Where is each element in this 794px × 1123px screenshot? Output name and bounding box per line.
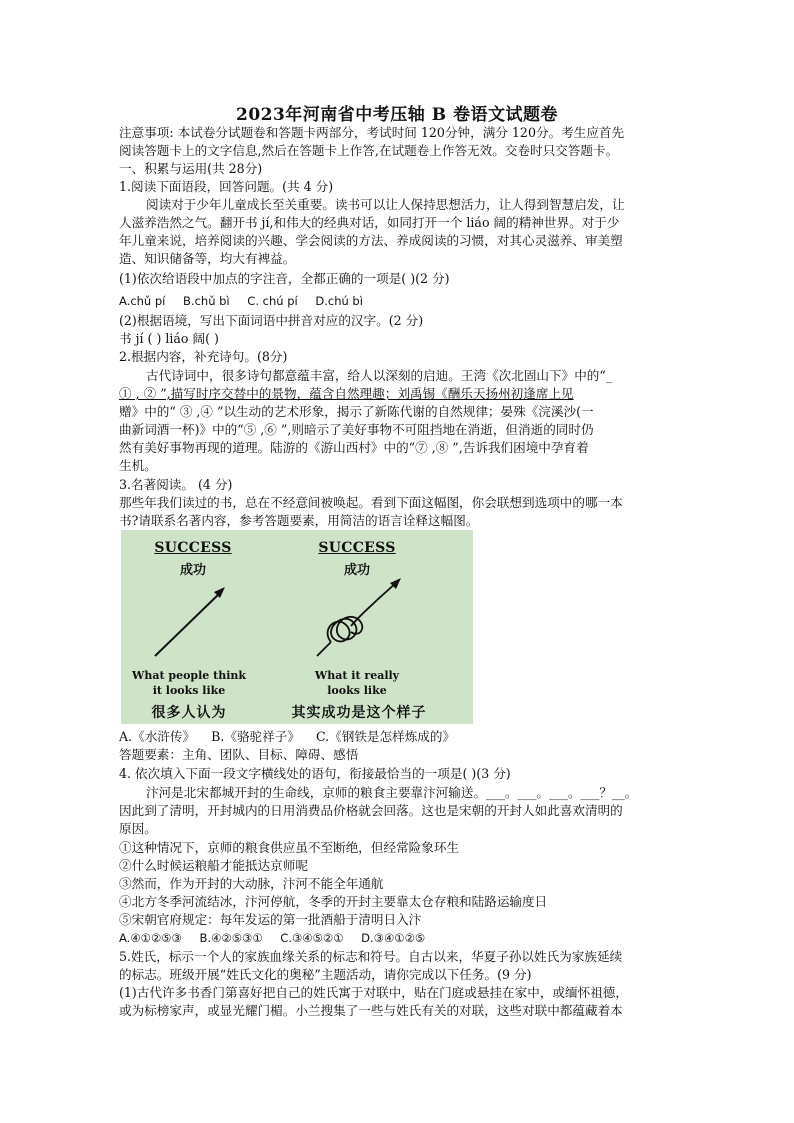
tangled-arrow-icon (317, 578, 401, 656)
q4-line: 原因。 (119, 821, 157, 836)
option-a[interactable]: A.chǔ pí (119, 294, 166, 308)
q3-line: 书?请联系名著内容，参考答题要素，用简洁的语言诠释这幅图。 (119, 513, 479, 528)
option-c[interactable]: C.③④⑤②① (280, 931, 344, 945)
straight-arrow-icon (155, 587, 225, 656)
q4-item: ⑤宋朝官府规定：每年发运的第一批酒船于清明日入汴 (119, 912, 422, 927)
q4-item: ①这种情况下，京师的粮食供应虽不至断绝，但经常险象环生 (119, 840, 460, 855)
left-caption-cn: 很多人认为 (151, 705, 227, 721)
option-b[interactable]: B.chǔ bì (183, 294, 230, 308)
q3-answer-elements: 答题要素：主角、团队、目标、障碍、感悟 (119, 747, 359, 762)
q2-line: ① , ② ”,描写时序交替中的景物，蕴含自然理趣；刘禹锡《酬乐天扬州初逢席上见 (119, 386, 574, 401)
success-figure (121, 530, 473, 724)
q3-options (119, 728, 685, 746)
notice-line-2: 阅读答题卡上的文字信息,然后在答题卡上作答,在试题卷上作答无效。交卷时只交答题卡。 (119, 143, 619, 158)
q4-line: 因此到了清明，开封城内的日用消费品价格就会回落。这也是宋朝的开封人如此喜欢清明的 (119, 803, 623, 818)
q2-line: 赠》中的“ ③ ,④ ”以生动的艺术形象，揭示了新陈代谢的自然规律；晏殊《浣溪沙(一 (119, 404, 594, 419)
left-caption-en-2: it looks like (152, 684, 226, 697)
q4-item: ④北方冬季河流结冰，汴河停航，冬季的开封主要靠太仓存粮和陆路运输度日 (119, 894, 548, 909)
q1-sub2: (2)根据语境，写出下面词语中拼音对应的汉字。(2 分) (119, 313, 424, 328)
q2-line: 生机。 (119, 458, 157, 473)
q2-line: 然有美好事物再现的道理。陆游的《游山西村》中的“⑦ ,⑧ ”,告诉我们困境中孕育着 (119, 440, 589, 455)
left-caption-en-1: What people think (132, 669, 246, 682)
option-d[interactable]: D.chú bì (315, 294, 363, 308)
option-a[interactable]: A.《水浒传》 (119, 729, 196, 744)
right-caption-en-1: What it really (314, 669, 400, 682)
q3-stem: 3.名著阅读。 (4 分) (119, 477, 233, 492)
q1-passage-line: 年儿童来说，培养阅读的兴趣、学会阅读的方法、养成阅读的习惯，对其心灵滋养、审美塑 (119, 233, 623, 248)
left-cn-label: 成功 (179, 563, 206, 578)
q4-item: ②什么时候运粮船才能抵达京师呢 (119, 858, 308, 873)
q1-sub2-answer-line: 书 jí ( ) liáo 阔( ) (119, 331, 219, 346)
q2-stem: 2.根据内容，补充诗句。(8分) (119, 349, 288, 364)
right-caption-en-2: looks like (327, 684, 387, 697)
option-b[interactable]: B.《骆驼祥子》 (211, 729, 300, 744)
q2-line: 曲新词酒一杯)》中的“⑤ ,⑥ ”,则暗示了美好事物不可阻挡地在消逝，但消逝的同时仍 (119, 422, 594, 437)
option-c[interactable]: C. chú pí (247, 294, 298, 308)
exam-title: 2023年河南省中考压轴 B 卷语文试题卷 (235, 105, 559, 125)
q5-line: 或为标榜家声，或显光耀门楣。小兰搜集了一些与姓氏有关的对联，这些对联中都蕴藏着本 (119, 1003, 623, 1018)
option-d[interactable]: D.③④①②⑤ (361, 931, 426, 945)
left-success-label: SUCCESS (154, 540, 232, 556)
q1-sub1-options (119, 292, 685, 310)
option-b[interactable]: B.④②⑤③① (199, 931, 263, 945)
q1-passage-line: 人滋养浩然之气。翻开书 jí,和伟大的经典对话，如同打开一个 liáo 阔的精神世界。对于少 (119, 215, 620, 230)
right-cn-label: 成功 (343, 563, 370, 578)
section-heading: 一、积累与运用(共 28分) (119, 161, 263, 176)
right-caption-cn: 其实成功是这个样子 (291, 705, 427, 721)
option-c[interactable]: C.《钢铁是怎样炼成的》 (315, 729, 456, 744)
q1-passage-line: 造、知识储备等，均大有裨益。 (119, 251, 296, 266)
notice-line-1: 注意事项: 本试卷分试题卷和答题卡两部分，考试时间 120分钟，满分 120分。考生应首先 (119, 125, 625, 140)
q5-line: 5.姓氏，标示一个人的家族血缘关系的标志和符号。自古以来，华夏子孙以姓氏为家族延续 (119, 949, 623, 964)
q1-passage-line: 阅读对于少年儿童成长至关重要。读书可以让人保持思想活力，让人得到智慧启发，让 (146, 197, 625, 212)
option-a[interactable]: A.④①②⑤③ (119, 931, 182, 945)
q2-line: 古代诗词中，很多诗句都意蕴丰富，给人以深刻的启迪。王湾《次北固山下》中的“_ (146, 368, 613, 383)
q4-stem: 4. 依次填入下面一段文字横线处的语句，衔接最恰当的一项是( )(3 分) (119, 766, 511, 781)
q4-line: 汴河是北宋都城开封的生命线，京师的粮食主要靠汴河输送。___。___。___。___？__。 (146, 785, 638, 800)
q4-options (119, 929, 685, 947)
q5-line: (1)古代许多书香门第喜好把自己的姓氏寓于对联中，贴在门庭或悬挂在家中，或缅怀祖德， (119, 985, 628, 1000)
q4-item: ③然而，作为开封的大动脉，汴河不能全年通航 (119, 876, 384, 891)
q1-stem: 1.阅读下面语段，回答问题。(共 4 分) (119, 179, 334, 194)
q1-sub1: (1)依次给语段中加点的字注音，全都正确的一项是( )(2 分) (119, 271, 450, 286)
q3-line: 那些年我们读过的书，总在不经意间被唤起。看到下面这幅图，你会联想到选项中的哪一本 (119, 495, 623, 510)
q5-line: 的标志。班级开展“姓氏文化的奥秘”主题活动，请你完成以下任务。(9 分) (119, 967, 532, 982)
right-success-label: SUCCESS (318, 540, 396, 556)
